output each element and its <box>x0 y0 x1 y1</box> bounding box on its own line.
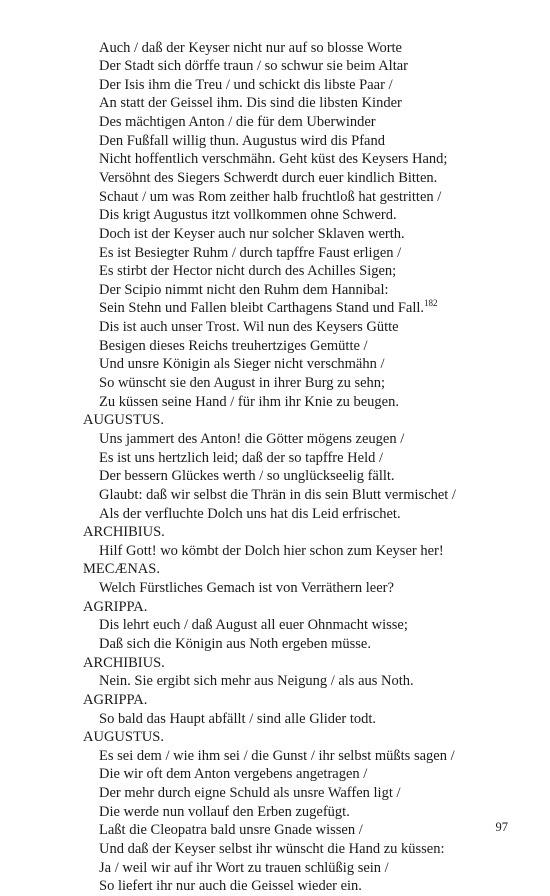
verse-line <box>0 765 550 784</box>
verse-text: Als der verfluchte Dolch uns hat dis Leid erfrischet. <box>99 505 401 522</box>
verse-text: Nicht hoffentlich verschmähn. Geht küst des Keysers Hand; <box>99 151 448 168</box>
verse-text: So bald das Haupt abfällt / sind alle Glider todt. <box>99 710 377 727</box>
verse-text: Laßt die Cleopatra bald unsre Gnade wissen / <box>99 822 363 839</box>
speaker-name <box>0 523 550 542</box>
verse-text: Der mehr durch eigne Schuld als unsre Waffen ligt / <box>99 785 401 802</box>
verse-text: Dis lehrt euch / daß August all euer Ohnmacht wisse; <box>99 617 408 634</box>
verse-line <box>0 467 550 486</box>
verse-text: Den Fußfall willig thun. Augustus wird dis Pfand <box>99 132 385 149</box>
speaker-text: AUGUSTUS. <box>83 412 164 429</box>
speaker-name <box>0 560 550 579</box>
verse-line <box>0 821 550 840</box>
verse-text: An statt der Geissel ihm. Dis sind die libsten Kinder <box>99 95 402 112</box>
verse-text: Besigen dieses Reichs treuhertziges Gemütte / <box>99 337 368 354</box>
verse-line <box>0 449 550 468</box>
verse-text: Versöhnt des Siegers Schwerdt durch euer kindlich Bitten. <box>99 169 438 186</box>
verse-text: Dis ist auch unser Trost. Wil nun des Keysers Gütte <box>99 319 399 336</box>
verse-text: Die werde nun vollauf den Erben zugefügt. <box>99 803 350 820</box>
verse-line <box>0 169 550 188</box>
speaker-name <box>0 728 550 747</box>
verse-line <box>0 393 550 412</box>
verse-text: Uns jammert des Anton! die Götter mögens zeugen / <box>99 430 405 447</box>
verse-text: Des mächtigen Anton / die für dem Uberwinder <box>99 114 376 131</box>
speaker-text: AUGUSTUS. <box>83 729 164 746</box>
verse-text: So wünscht sie den August in ihrer Burg zu sehn; <box>99 375 386 392</box>
verse-line <box>0 150 550 169</box>
verse-text: Es sei dem / wie ihm sei / die Gunst / ihr selbst müßts sagen / <box>99 747 455 764</box>
verse-line <box>0 579 550 598</box>
verse-line <box>0 710 550 729</box>
speaker-text: AGRIPPA. <box>83 691 148 708</box>
verse-text: Es ist uns hertzlich leid; daß der so tapffre Held / <box>99 449 384 466</box>
verse-text: Welch Fürstliches Gemach ist von Verräthern leer? <box>99 580 394 597</box>
verse-text: Und daß der Keyser selbst ihr wünscht die Hand zu küssen: <box>99 841 445 858</box>
verse-line <box>0 318 550 337</box>
verse-line <box>0 616 550 635</box>
verse-text: Zu küssen seine Hand / für ihm ihr Knie zu beugen. <box>99 393 399 410</box>
verse-text: Der Isis ihm die Treu / und schickt dis libste Paar / <box>99 76 393 93</box>
verse-line <box>0 113 550 132</box>
verse-line <box>0 299 550 318</box>
verse-line <box>0 132 550 151</box>
verse-text: Der Scipio nimmt nicht den Ruhm dem Hannibal: <box>99 281 389 298</box>
speaker-name <box>0 654 550 673</box>
speaker-text: AGRIPPA. <box>83 598 148 615</box>
verse-line <box>0 57 550 76</box>
verse-line <box>0 39 550 58</box>
verse-text: Der bessern Glückes werth / so unglückseelig fällt. <box>99 468 395 485</box>
verse-text: Auch / daß der Keyser nicht nur auf so blosse Worte <box>99 39 402 56</box>
verse-line <box>0 244 550 263</box>
verse-text: Und unsre Königin als Sieger nicht verschmähn / <box>99 356 385 373</box>
verse-line <box>0 225 550 244</box>
verse-line <box>0 542 550 561</box>
verse-line <box>0 281 550 300</box>
verse-text: Ja / weil wir auf ihr Wort zu trauen schlüßig sein / <box>99 859 389 876</box>
verse-text: Glaubt: daß wir selbst die Thrän in dis sein Blutt vermischet / <box>99 486 456 503</box>
verse-line <box>0 430 550 449</box>
verse-line <box>0 337 550 356</box>
verse-line <box>0 94 550 113</box>
speaker-name <box>0 598 550 617</box>
verse-line <box>0 877 550 896</box>
verse-text: Daß sich die Königin aus Noth ergeben müsse. <box>99 636 371 652</box>
verse-text: Sein Stehn und Fallen bleibt Carthagens Stand und Fall. <box>99 300 425 317</box>
speaker-text: ARCHIBIUS. <box>83 654 165 671</box>
verse-text: Es stirbt der Hector nicht durch des Achilles Sigen; <box>99 263 397 280</box>
verse-line <box>0 188 550 207</box>
verse-text: Doch ist der Keyser auch nur solcher Sklaven werth. <box>99 225 405 242</box>
verse-text: Es ist Besiegter Ruhm / durch tapffre Faust erligen / <box>99 244 402 261</box>
verse-text: Der Stadt sich dörffe traun / so schwur sie beim Altar <box>99 58 408 75</box>
verse-text: Schaut / um was Rom zeither halb fruchtloß hat gestritten / <box>99 188 442 205</box>
verse-text: So liefert ihr nur auch die Geissel wieder ein. <box>99 878 362 895</box>
verse-text: Die wir oft dem Anton vergebens angetragen / <box>99 766 368 783</box>
speaker-name <box>0 411 550 430</box>
verse-text: Nein. Sie ergibt sich mehr aus Neigung / als aus Noth. <box>99 673 414 690</box>
verse-line <box>0 784 550 803</box>
verse-line <box>0 803 550 822</box>
verse-line <box>0 672 550 691</box>
footnote-marker[interactable]: 182 <box>424 298 438 309</box>
verse-line <box>0 262 550 281</box>
verse-line <box>0 206 550 225</box>
verse-line <box>0 859 550 878</box>
speaker-name <box>0 691 550 710</box>
speaker-text: MECÆNAS. <box>83 561 160 578</box>
verse-line <box>0 635 550 654</box>
verse-line <box>0 747 550 766</box>
verse-line <box>0 840 550 859</box>
verse-text: Dis krigt Augustus itzt vollkommen ohne Schwerd. <box>99 207 397 224</box>
verse-line <box>0 486 550 505</box>
verse-text: Hilf Gott! wo kömbt der Dolch hier schon zum Keyser her! <box>99 542 444 559</box>
verse-text-block <box>0 39 550 896</box>
speaker-text: ARCHIBIUS. <box>83 524 165 541</box>
verse-line <box>0 374 550 393</box>
verse-line <box>0 505 550 524</box>
page-number: 97 <box>495 820 508 834</box>
verse-line <box>0 355 550 374</box>
verse-line <box>0 76 550 95</box>
